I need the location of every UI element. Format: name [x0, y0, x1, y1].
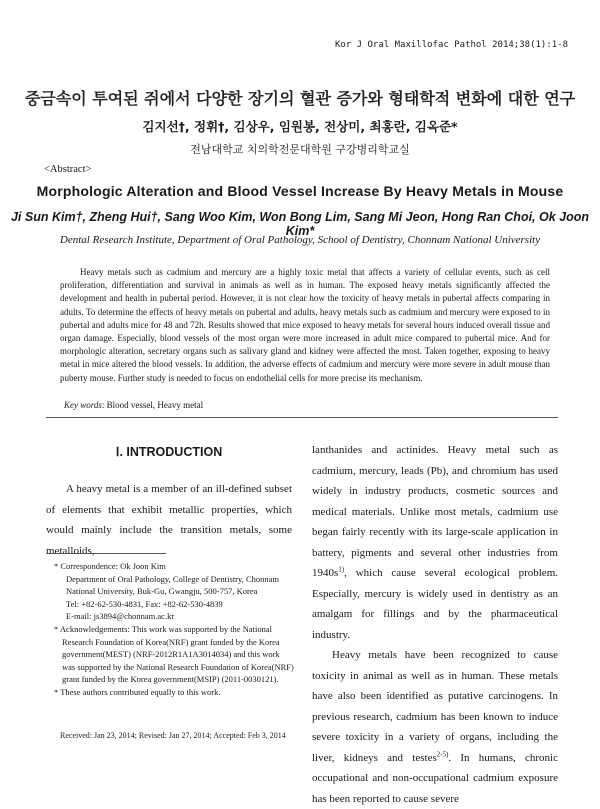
col2-p2-text-a: Heavy metals have been recognized to cause toxicity in animal as well as in human. These metals have also been identified as putative carcinogens. In previous research, cadmium has been known to induce severe toxicity in a variety of organs, including the liver, kidneys and testes: [312, 649, 558, 764]
received-dates: Received: Jan 23, 2014; Revised: Jan 27, 2014; Accepted: Feb 3, 2014: [60, 731, 286, 740]
footnotes: [54, 560, 294, 699]
col2-p2-text-b: . In humans, chronic occupational and non-occupational cadmium exposure has been reported to cause severe: [312, 751, 558, 805]
korean-title: 중금속이 투여된 쥐에서 다양한 장기의 혈관 증가와 형태학적 변화에 대한 연구: [24, 89, 576, 108]
intro-paragraph: A heavy metal is a member of an ill-defined subset of elements that exhibit metallic properties, which would mainly include the transition metals, some metalloids,: [46, 483, 292, 557]
section-heading-introduction: Ⅰ. INTRODUCTION: [115, 445, 223, 459]
abstract-body: [60, 266, 550, 385]
footnote-acknowledgements: * Acknowledgements: This work was supported by the National Research Foundation of Korea(NRF) grant funded by the Korea government(MEST) (NRF-2012R1A1A3014034) and this work was supported by the National Research Foundation of Korea(NRF) grant funded by the Korea government(MSIP) (2011-0030121).: [54, 623, 294, 685]
journal-reference: Kor J Oral Maxillofac Pathol 2014;38(1):1-8: [335, 40, 568, 50]
abstract-label: <Abstract>: [44, 164, 92, 175]
col2-p1-text-a: lanthanides and actinides. Heavy metal such as cadmium, mercury, leads (Pb), and chromium has used widely in industry products, cosmetic sources and medical materials. Unlike most metals, cadmium use began fairly recently with its large-scale application in battery, pigments and several other industries from 1940s: [312, 444, 558, 579]
english-title: Morphologic Alteration and Blood Vessel Increase By Heavy Metals in Mouse: [36, 183, 564, 199]
col2-p1-text-b: , which cause several ecological problem. Especially, mercury is widely used in dentistry as an amalgam for fillings and by the pharmaceutical industry.: [312, 567, 558, 641]
col2-paragraph-1: [312, 440, 558, 645]
korean-authors: 김지선†, 정휘†, 김상우, 임원봉, 전상미, 최홍란, 김옥준*: [142, 119, 458, 134]
intro-column-left: [46, 479, 292, 561]
footnote-correspondence: * Correspondence: Ok Joon Kim: [54, 561, 166, 571]
abstract-text: Heavy metals such as cadmium and mercury are a highly toxic metal that affects a variety of cellular events, such as cell proliferation, differentiation and survival in animals as well as in human. The exposed heavy metals significantly affected the development and health in pubertal period. However, it is not clear how the toxicity of heavy metals in pubertal affects comparing in adults. To determine the effects of heavy metals on pubertal and adults, heavy metals such as cadmium and mercury were exposed to in pubertal and adults mice for 48 and 72h. Results showed that mice exposed to heavy metals for several hours induced overall tissue and organ damage. Especially, blood vessels of the most organ were more increased in adult mice compared to pubertal mice. And for morphologic alteration, secretary organs such as salivary gland and kidney were affected the most. Taken together, exposing to heavy metal in mice altered the blood vessels. In addition, the adverse effects of cadmium and mercury were more severe in adult mouse than puberty mouse. Further study is needed to focus on endothelial cells for more precise its mechanism.: [60, 267, 550, 383]
footnote-divider: [46, 553, 166, 554]
abstract-divider: [46, 417, 558, 418]
keywords: [64, 400, 203, 410]
citation-1: 1): [338, 565, 345, 574]
intro-column-right: [312, 440, 558, 809]
citation-2-5: 2-5): [436, 749, 449, 758]
keywords-label: Key words: [64, 400, 102, 410]
english-affiliation: Dental Research Institute, Department of Oral Pathology, School of Dentistry, Chonnam National University: [59, 234, 541, 246]
korean-affiliation: 전남대학교 치의학전문대학원 구강병리학교실: [190, 143, 410, 156]
footnote-phone: Tel: +82-62-530-4831, Fax: +82-62-530-4839: [66, 598, 223, 609]
col2-paragraph-2: [312, 645, 558, 809]
footnote-address: Department of Oral Pathology, College of Dentistry, Chonnam National University, Buk-Gu, Gwangju, 500-757, Korea: [66, 573, 280, 597]
footnote-equal-contribution: * These authors contributed equally to this work.: [54, 686, 221, 697]
keywords-list: : Blood vessel, Heavy metal: [101, 400, 204, 410]
english-authors: Ji Sun Kim†, Zheng Hui†, Sang Woo Kim, Won Bong Lim, Sang Mi Jeon, Hong Ran Choi, Ok Joon Kim*: [10, 210, 590, 238]
footnote-email: E-mail: js3894@chonnam.ac.kr: [66, 611, 175, 622]
